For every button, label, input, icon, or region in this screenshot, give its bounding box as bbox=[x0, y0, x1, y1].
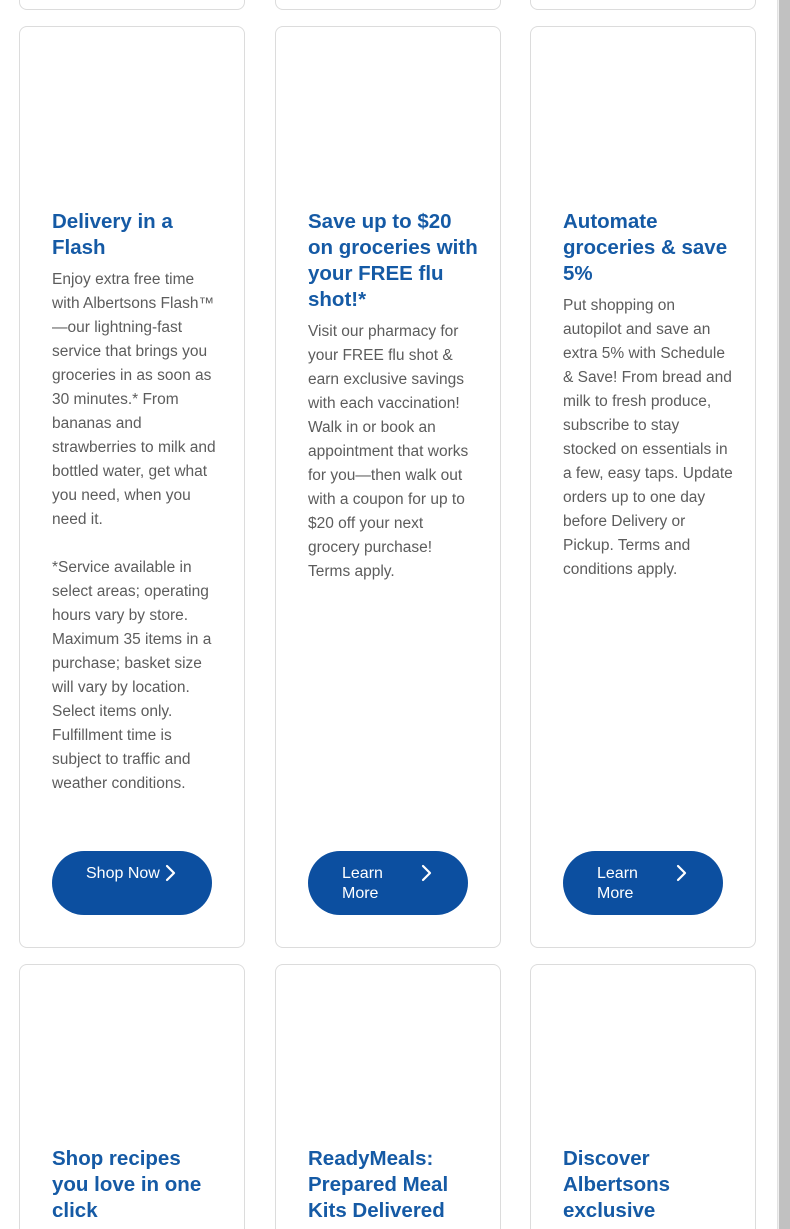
card-description: Enjoy extra free time with Albertsons Flash™—our lightning-fast service that brings you groceries in as soon as 30 minutes.* From bananas and strawberries to milk and bottled water, get what you need, when you need it. *Service available in select areas; operating hours vary by store. Maximum 35 items in a purchase; basket size will vary by location. Select items only. Fulfillment time is subject to traffic and weather conditions. bbox=[52, 271, 216, 792]
scrollbar-thumb[interactable] bbox=[779, 0, 790, 1229]
card-partial-top bbox=[275, 0, 501, 10]
promo-card-recipes bbox=[19, 964, 245, 1229]
learn-more-button[interactable] bbox=[563, 851, 723, 915]
chevron-right-icon bbox=[421, 864, 433, 882]
card-image bbox=[20, 27, 244, 192]
vertical-scrollbar[interactable] bbox=[777, 0, 790, 1229]
card-image bbox=[531, 965, 755, 1130]
promo-card-delivery-flash bbox=[19, 26, 245, 948]
card-title: Save up to $20 on groceries with your FREE flu shot!* bbox=[308, 210, 478, 311]
shop-now-button[interactable] bbox=[52, 851, 212, 915]
card-image bbox=[531, 27, 755, 192]
chevron-right-icon bbox=[676, 864, 688, 882]
button-label: Shop Now bbox=[86, 865, 160, 882]
card-title: Shop recipes you love in one click bbox=[52, 1147, 202, 1222]
button-label: Learn More bbox=[597, 865, 638, 902]
promo-card-flu-shot bbox=[275, 26, 501, 948]
card-title: ReadyMeals: Prepared Meal Kits Delivered bbox=[308, 1147, 449, 1222]
card-image bbox=[20, 965, 244, 1130]
card-image bbox=[276, 27, 500, 192]
button-label: Learn More bbox=[342, 865, 383, 902]
chevron-right-icon bbox=[165, 864, 177, 882]
card-title: Automate groceries & save 5% bbox=[563, 210, 728, 285]
promo-card-readymeals bbox=[275, 964, 501, 1229]
promo-card-albertsons-exclusive bbox=[530, 964, 756, 1229]
card-partial-top bbox=[530, 0, 756, 10]
card-title: Delivery in a Flash bbox=[52, 210, 173, 259]
card-partial-top bbox=[19, 0, 245, 10]
card-description: Put shopping on autopilot and save an extra 5% with Schedule & Save! From bread and milk to fresh produce, subscribe to stay stocked on essentials in a few, easy taps. Update orders up to one day before Delivery or Pickup. Terms and conditions apply. bbox=[563, 297, 733, 578]
card-title: Discover Albertsons exclusive bbox=[563, 1147, 671, 1222]
card-description: Visit our pharmacy for your FREE flu shot & earn exclusive savings with each vaccination! Walk in or book an appointment that works for you—then walk out with a coupon for up to $20 off your next grocery purchase! Terms apply. bbox=[308, 323, 469, 580]
promo-card-schedule-save bbox=[530, 26, 756, 948]
card-image bbox=[276, 965, 500, 1130]
learn-more-button[interactable] bbox=[308, 851, 468, 915]
